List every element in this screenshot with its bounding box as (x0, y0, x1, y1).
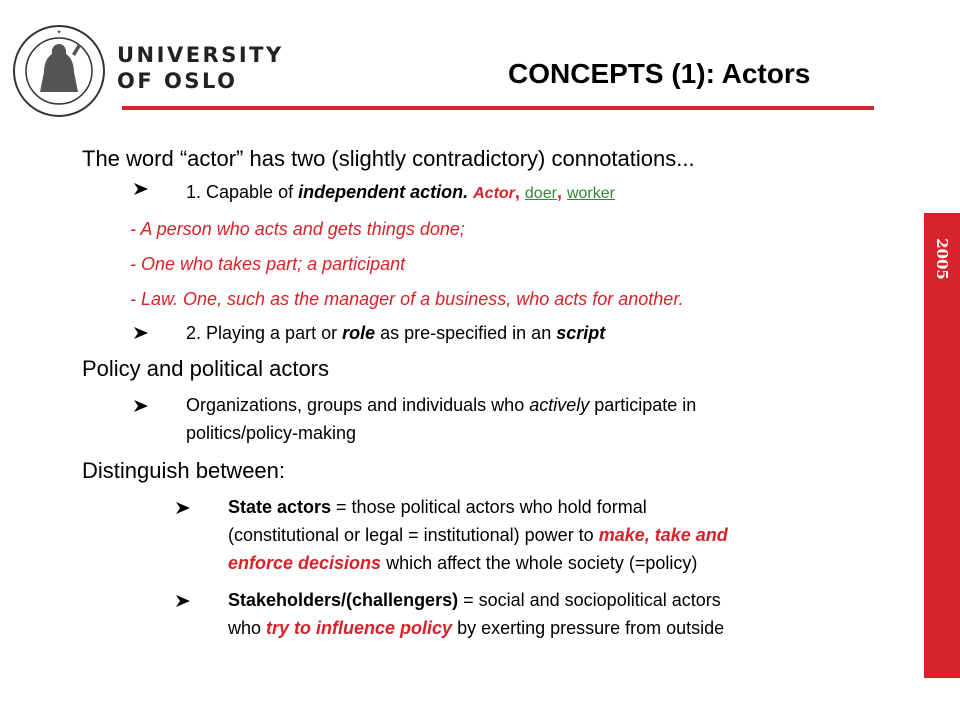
connotation-2-mid: as pre-specified in an (375, 323, 557, 343)
state-actors-def-b: (constitutional or legal = institutional) power to (228, 525, 599, 545)
organizations-line-1 (186, 395, 696, 416)
script-word: script (556, 323, 606, 343)
arrow-bullet-icon (133, 398, 149, 414)
arrow-bullet-icon (175, 500, 191, 516)
sidebar-year-container (924, 229, 960, 289)
enforce-decisions-phrase: enforce decisions (228, 553, 382, 573)
stakeholders-term: Stakeholders/(challengers) (228, 590, 459, 610)
arrow-bullet-icon (133, 181, 149, 197)
stakeholders-line-1 (228, 590, 721, 611)
actively-word: actively (529, 395, 590, 415)
stakeholders-def-b: who (228, 618, 267, 638)
state-actors-line-2 (228, 525, 728, 546)
definition-2: - One who takes part; a participant (130, 254, 406, 274)
state-actors-line-3 (228, 553, 697, 574)
connotation-1-prefix: 1. Capable of (186, 182, 299, 202)
organizations-line-2: politics/policy-making (186, 423, 357, 443)
comma-1: , (514, 182, 525, 202)
connotation-2-prefix: 2. Playing a part or (186, 323, 343, 343)
svg-text:✦: ✦ (56, 29, 62, 36)
university-seal-logo (12, 24, 106, 118)
arrow-bullet-icon (175, 593, 191, 609)
connotation-2 (186, 323, 605, 344)
state-actors-term: State actors (228, 497, 332, 517)
intro-text: The word “actor” has two (slightly contradictory) connotations... (82, 146, 695, 171)
slide-title: CONCEPTS (1): Actors (508, 58, 811, 89)
arrow-bullet-icon (133, 325, 149, 341)
organizations-text-a: Organizations, groups and individuals who (186, 395, 530, 415)
sidebar-year-label: 2005 (933, 238, 951, 280)
connotation-1 (186, 182, 615, 203)
make-take-phrase: make, take and (598, 525, 728, 545)
definition-3: - Law. One, such as the manager of a business, who acts for another. (130, 289, 684, 309)
state-actors-line-1 (228, 497, 647, 518)
organizations-text-b: participate in (589, 395, 697, 415)
distinguish-heading: Distinguish between: (82, 458, 286, 483)
doer-link[interactable]: doer (524, 185, 557, 202)
state-actors-def-c: which affect the whole society (=policy) (381, 553, 698, 573)
policy-heading: Policy and political actors (82, 356, 330, 381)
try-to-influence-phrase: try to influence policy (266, 618, 453, 638)
stakeholders-line-2 (228, 618, 724, 639)
state-actors-def-a: = those political actors who hold formal (331, 497, 647, 517)
stakeholders-def-c: by exerting pressure from outside (452, 618, 725, 638)
connotation-1-emphasis: independent action. (298, 182, 469, 202)
university-line-2: OF OSLO (117, 69, 238, 93)
role-word: role (342, 323, 376, 343)
university-wordmark (117, 42, 284, 94)
definition-1: - A person who acts and gets things done; (130, 219, 465, 239)
title-underline-rule (122, 106, 874, 110)
actor-word: Actor (473, 185, 515, 202)
stakeholders-def-a: = social and sociopolitical actors (458, 590, 721, 610)
worker-link[interactable]: worker (566, 185, 615, 202)
comma-2: , (556, 182, 567, 202)
university-line-1: UNIVERSITY (117, 43, 284, 67)
year-sidebar (924, 213, 960, 678)
